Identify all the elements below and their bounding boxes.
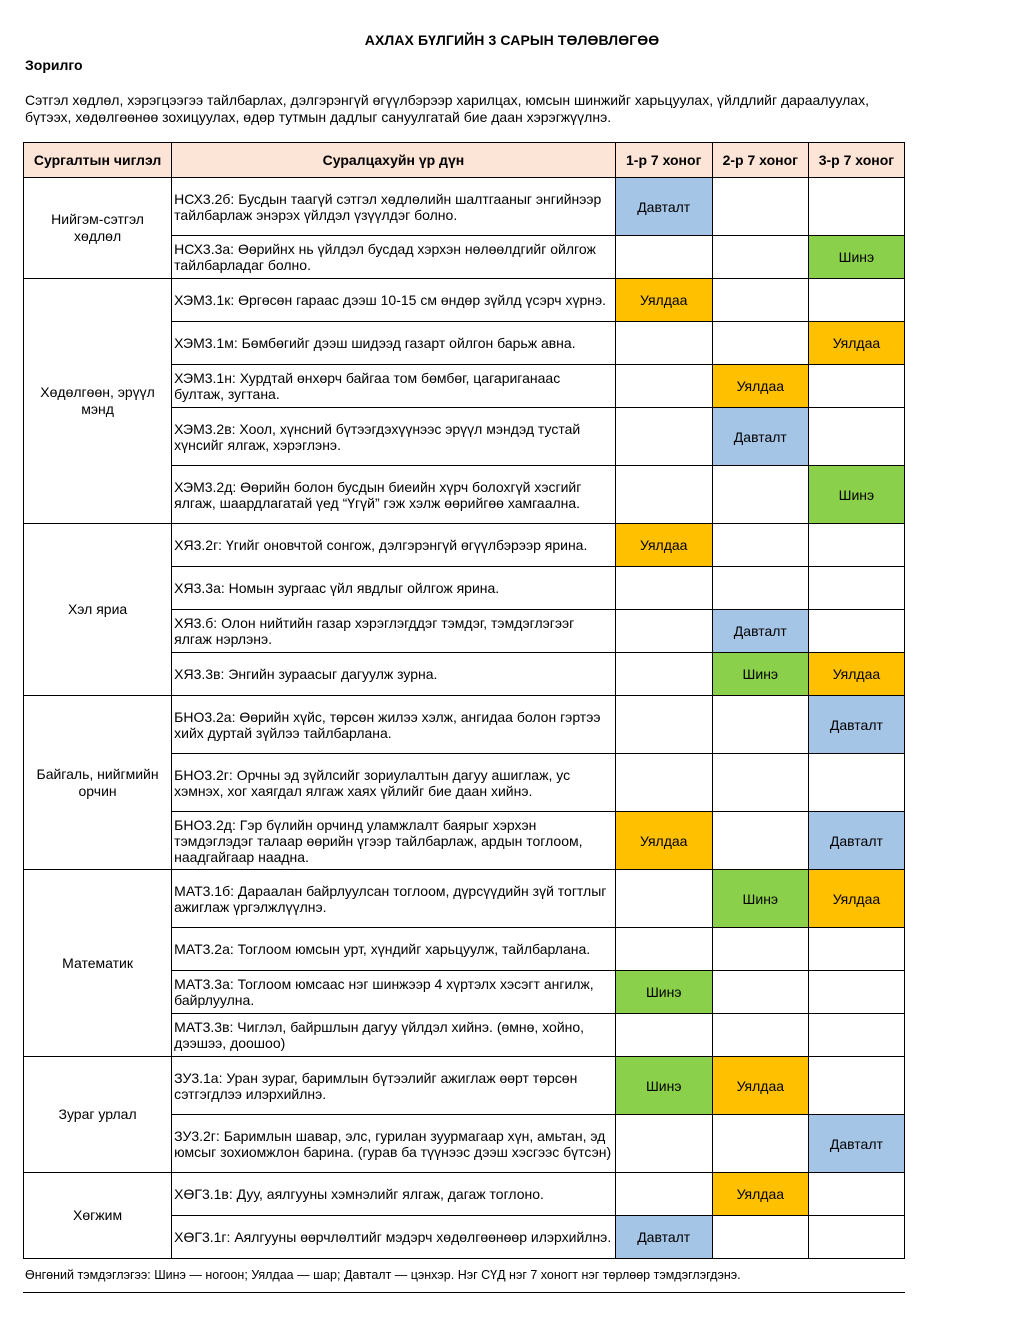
learning-outcome-cell: МАТ3.1б: Дараалан байрлуулсан тоглоом, дүрсүүдийн зүй тогтлыг ажиглаж үргэлжлүүлнэ. — [172, 870, 616, 928]
week-1-cell — [615, 696, 712, 754]
header-week-2: 2-р 7 хоног — [712, 143, 808, 178]
week-3-cell — [808, 1014, 904, 1057]
week-1-cell — [615, 408, 712, 466]
week-2-cell — [712, 236, 808, 279]
learning-outcome-cell: МАТ3.3а: Тоглоом юмсаас нэг шинжээр 4 хүртэлх хэсэгт ангилж, байрлуулна. — [172, 971, 616, 1014]
week-3-cell: Давталт — [808, 696, 904, 754]
week-3-cell: Давталт — [808, 812, 904, 870]
week-3-cell — [808, 279, 904, 322]
week-3-cell — [808, 928, 904, 971]
learning-outcome-cell: НСХ3.3а: Өөрийнх нь үйлдэл бусдад хэрхэн нөлөөлдгийг ойлгож тайлбарладаг болно. — [172, 236, 616, 279]
week-3-cell: Уялдаа — [808, 870, 904, 928]
week-2-cell — [712, 466, 808, 524]
week-2-cell — [712, 928, 808, 971]
week-3-cell — [808, 754, 904, 812]
learning-area-cell: Математик — [24, 870, 172, 1057]
week-1-cell — [615, 754, 712, 812]
week-2-cell: Шинэ — [712, 653, 808, 696]
learning-outcome-cell: БНО3.2а: Өөрийн хүйс, төрсөн жилээ хэлж, ангидаа болон гэртээ хийх дуртай зүйлээ тайлбарлана. — [172, 696, 616, 754]
week-2-cell — [712, 971, 808, 1014]
week-1-cell — [615, 1115, 712, 1173]
week-1-cell: Давталт — [615, 178, 712, 236]
week-2-cell — [712, 696, 808, 754]
week-1-cell — [615, 322, 712, 365]
week-1-cell: Шинэ — [615, 1057, 712, 1115]
week-1-cell — [615, 466, 712, 524]
table-row — [24, 1173, 905, 1216]
page-title: АХЛАХ БҮЛГИЙН 3 САРЫН ТӨЛӨВЛӨГӨӨ — [364, 32, 660, 48]
learning-outcome-cell: ХЯ3.2г: Үгийг оновчтой сонгож, дэлгэрэнгүй өгүүлбэрээр ярина. — [172, 524, 616, 567]
learning-outcome-cell: ЗУ3.1а: Уран зураг, баримлын бүтээлийг ажиглаж өөрт төрсөн сэтгэгдлээ илэрхийлнэ. — [172, 1057, 616, 1115]
week-1-cell — [615, 1014, 712, 1057]
week-2-cell — [712, 1115, 808, 1173]
week-2-cell: Уялдаа — [712, 365, 808, 408]
week-1-cell — [615, 928, 712, 971]
week-2-cell: Давталт — [712, 408, 808, 466]
week-3-cell: Уялдаа — [808, 322, 904, 365]
week-1-cell: Уялдаа — [615, 812, 712, 870]
week-1-cell — [615, 567, 712, 610]
week-2-cell — [712, 1014, 808, 1057]
week-2-cell — [712, 1216, 808, 1259]
week-1-cell: Уялдаа — [615, 279, 712, 322]
learning-area-cell: Нийгэм-сэтгэл хөдлөл — [24, 178, 172, 279]
goal-text: Сэтгэл хөдлөл, хэрэгцээгээ тайлбарлах, дэлгэрэнгүй өгүүлбэрээр харилцах, юмсын шинжийг харьцуулах, үйлдлийг дараалуулах, бүтээх, хөдөлгөөнөө зохицуулах, өдөр тутмын дадлыг сануулгатай бие даан хэрэгжүүлнэ. — [25, 92, 869, 125]
learning-area-cell: Хөгжим — [24, 1173, 172, 1259]
plan-table — [23, 142, 905, 1259]
week-3-cell — [808, 1173, 904, 1216]
header-area: Сургалтын чиглэл — [24, 143, 172, 178]
week-3-cell — [808, 178, 904, 236]
table-row — [24, 524, 905, 567]
week-1-cell — [615, 653, 712, 696]
learning-outcome-cell: МАТ3.2а: Тоглоом юмсын урт, хүндийг харьцуулж, тайлбарлана. — [172, 928, 616, 971]
week-3-cell — [808, 567, 904, 610]
week-3-cell — [808, 1216, 904, 1259]
learning-outcome-cell: МАТ3.3в: Чиглэл, байршлын дагуу үйлдэл хийнэ. (өмнө, хойно, дээшээ, доошоо) — [172, 1014, 616, 1057]
week-3-cell: Шинэ — [808, 236, 904, 279]
week-3-cell: Уялдаа — [808, 653, 904, 696]
week-3-cell — [808, 610, 904, 653]
week-2-cell — [712, 567, 808, 610]
color-legend: Өнгөний тэмдэглэгээ: Шинэ — ногоон; Уялдаа — шар; Давталт — цэнхэр. Нэг СҮД нэг 7 хоногт нэг төрлөөр тэмдэглэгдэнэ. — [23, 1258, 905, 1293]
learning-outcome-cell: ХЯ3.б: Олон нийтийн газар хэрэглэгддэг тэмдэг, тэмдэглэгээг ялгаж нэрлэнэ. — [172, 610, 616, 653]
plan-table-body — [24, 178, 905, 1259]
week-1-cell: Уялдаа — [615, 524, 712, 567]
week-2-cell: Уялдаа — [712, 1057, 808, 1115]
header-week-1: 1-р 7 хоног — [615, 143, 712, 178]
table-row — [24, 279, 905, 322]
week-2-cell — [712, 279, 808, 322]
week-2-cell — [712, 322, 808, 365]
learning-outcome-cell: ХӨГ3.1в: Дуу, аялгууны хэмнэлийг ялгаж, дагаж тоглоно. — [172, 1173, 616, 1216]
week-1-cell: Давталт — [615, 1216, 712, 1259]
learning-outcome-cell: ХЭМ3.1м: Бөмбөгийг дээш шидээд газарт ойлгон барьж авна. — [172, 322, 616, 365]
learning-outcome-cell: ХЭМ3.1н: Хурдтай өнхөрч байгаа том бөмбөг, цагариганаас бултаж, зугтана. — [172, 365, 616, 408]
header-outcome: Суралцахуйн үр дүн — [172, 143, 616, 178]
week-2-cell: Шинэ — [712, 870, 808, 928]
learning-outcome-cell: БНО3.2г: Орчны эд зүйлсийг зориулалтын дагуу ашиглаж, ус хэмнэх, хог хаягдал ялгаж хаях үйлийг бие даан хийнэ. — [172, 754, 616, 812]
week-1-cell — [615, 610, 712, 653]
week-3-cell: Давталт — [808, 1115, 904, 1173]
table-row — [24, 696, 905, 754]
week-2-cell — [712, 812, 808, 870]
table-row — [24, 1057, 905, 1115]
learning-outcome-cell: БНО3.2д: Гэр бүлийн орчинд уламжлалт баярыг хэрхэн тэмдэглэдэг талаар өөрийн үгээр тайлбарлаж, ардын тоглоом, наадгайгаар наадна. — [172, 812, 616, 870]
week-2-cell — [712, 754, 808, 812]
learning-area-cell: Хөдөлгөөн, эрүүл мэнд — [24, 279, 172, 524]
week-2-cell: Давталт — [712, 610, 808, 653]
learning-outcome-cell: ЗУ3.2г: Баримлын шавар, элс, гурилан зуурмагаар хүн, амьтан, эд юмсыг зохиомжлон барина. (гурав ба түүнээс дээш хэсгээс бүтсэн) — [172, 1115, 616, 1173]
week-2-cell — [712, 524, 808, 567]
learning-area-cell: Байгаль, нийгмийн орчин — [24, 696, 172, 870]
learning-outcome-cell: НСХ3.2б: Бусдын таагүй сэтгэл хөдлөлийн шалтгааныг энгийнээр тайлбарлаж энэрэх үйлдэл үзүүлдэг болно. — [172, 178, 616, 236]
week-3-cell — [808, 408, 904, 466]
week-3-cell — [808, 365, 904, 408]
learning-outcome-cell: ХӨГ3.1г: Аялгууны өөрчлөлтийг мэдэрч хөдөлгөөнөөр илэрхийлнэ. — [172, 1216, 616, 1259]
week-2-cell: Уялдаа — [712, 1173, 808, 1216]
learning-outcome-cell: ХЯ3.3в: Энгийн зураасыг дагуулж зурна. — [172, 653, 616, 696]
week-1-cell — [615, 365, 712, 408]
table-row — [24, 870, 905, 928]
week-2-cell — [712, 178, 808, 236]
header-week-3: 3-р 7 хоног — [808, 143, 904, 178]
learning-outcome-cell: ХЯ3.3а: Номын зургаас үйл явдлыг ойлгож ярина. — [172, 567, 616, 610]
learning-area-cell: Хэл яриа — [24, 524, 172, 696]
learning-outcome-cell: ХЭМ3.2в: Хоол, хүнсний бүтээгдэхүүнээс эрүүл мэндэд тустай хүнсийг ялгаж, хэрэглэнэ. — [172, 408, 616, 466]
week-1-cell — [615, 1173, 712, 1216]
goal-heading: Зорилго — [25, 57, 83, 73]
learning-outcome-cell: ХЭМ3.1к: Өргөсөн гараас дээш 10-15 см өндөр зүйлд үсэрч хүрнэ. — [172, 279, 616, 322]
week-1-cell: Шинэ — [615, 971, 712, 1014]
week-3-cell: Шинэ — [808, 466, 904, 524]
week-3-cell — [808, 1057, 904, 1115]
week-3-cell — [808, 524, 904, 567]
table-header-row — [24, 143, 905, 178]
week-1-cell — [615, 870, 712, 928]
week-1-cell — [615, 236, 712, 279]
week-3-cell — [808, 971, 904, 1014]
learning-outcome-cell: ХЭМ3.2д: Өөрийн болон бусдын биеийн хүрч болохгүй хэсгийг ялгаж, шаардлагатай үед “Үгүй” гэж хэлж өөрийгөө хамгаална. — [172, 466, 616, 524]
learning-area-cell: Зураг урлал — [24, 1057, 172, 1173]
table-row — [24, 178, 905, 236]
